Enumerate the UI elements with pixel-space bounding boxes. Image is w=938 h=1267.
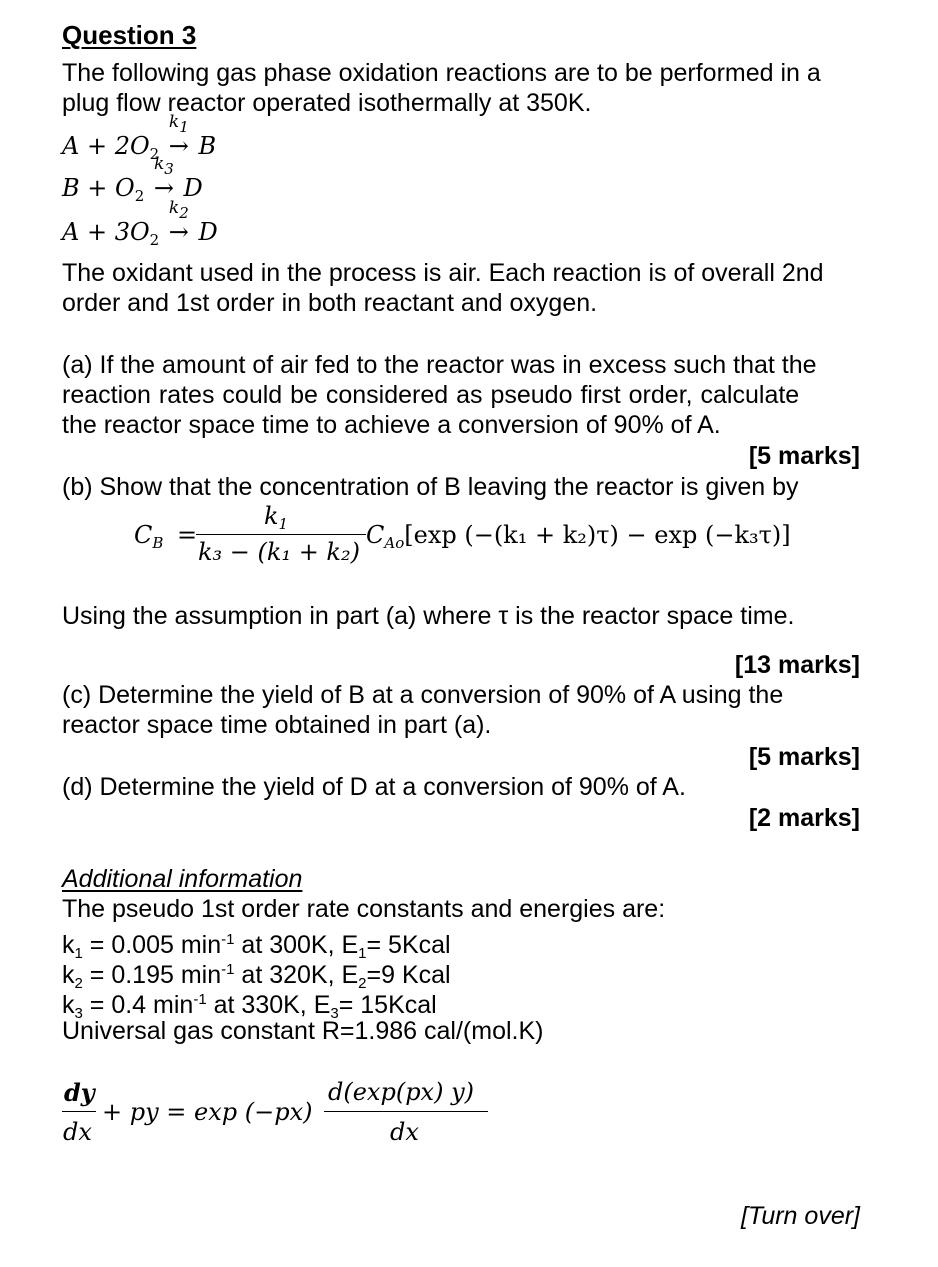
part-a-marks: [5 marks] bbox=[748, 442, 860, 470]
part-b-line: (b) Show that the concentration of B leaving the reactor is given by bbox=[62, 473, 799, 501]
ode-frac2-num: d(exp(px) y) bbox=[328, 1078, 475, 1106]
equation-numerator: $k_1$ bbox=[264, 502, 289, 533]
ode-frac1-den: dx bbox=[63, 1118, 92, 1146]
turn-over: [Turn over] bbox=[740, 1202, 860, 1230]
reaction-3 bbox=[62, 198, 218, 249]
rate-constant-k1: $k_1 = 0.005$ $\min^{-1}$ at 300K, $E_1=$ 5Kcal bbox=[62, 931, 451, 962]
part-c-marks: [5 marks] bbox=[748, 743, 860, 771]
reaction-rhs: B bbox=[198, 132, 217, 160]
reaction-rhs: D bbox=[198, 218, 218, 246]
rate-constant-label: k1 bbox=[168, 112, 189, 136]
rate-constant-label: k2 bbox=[168, 198, 189, 222]
ode-frac2-den: dx bbox=[390, 1118, 419, 1146]
part-c-line-2: reactor space time obtained in part (a). bbox=[62, 711, 492, 739]
ode-frac1-bar bbox=[62, 1111, 96, 1112]
ode-middle: + py = exp (−px) bbox=[102, 1098, 313, 1126]
rate-constant-label: k3 bbox=[153, 154, 174, 178]
intro-line-1: The following gas phase oxidation reactions are to be performed in a bbox=[62, 59, 821, 87]
part-c-line-1: (c) Determine the yield of B at a conversion of 90% of A using the bbox=[62, 681, 784, 709]
part-a-line-3: the reactor space time to achieve a conversion of 90% of A. bbox=[62, 411, 721, 439]
ode-frac2-bar bbox=[324, 1111, 488, 1112]
fraction-bar bbox=[196, 534, 366, 535]
part-b-assumption: Using the assumption in part (a) where τ is the reactor space time. bbox=[62, 602, 795, 630]
oxidant-line-2: order and 1st order in both reactant and oxygen. bbox=[62, 289, 598, 317]
oxidant-line-1: The oxidant used in the process is air. Each reaction is of overall 2nd bbox=[62, 259, 824, 287]
equation-lhs: $C_B$ = bbox=[134, 521, 198, 552]
reaction-lhs: B + O bbox=[62, 174, 135, 202]
equation-denominator: k₃ − (k₁ + k₂) bbox=[198, 538, 360, 566]
intro-line-2: plug flow reactor operated isothermally at 350K. bbox=[62, 89, 592, 117]
part-d-line: (d) Determine the yield of D at a conversion of 90% of A. bbox=[62, 773, 686, 801]
reaction-lhs-sub: 2 bbox=[149, 231, 160, 249]
rate-constant-k2: $k_2 = 0.195$ $\min^{-1}$ at 320K, $E_2=9$ Kcal bbox=[62, 961, 451, 992]
reaction-lhs-sub: 2 bbox=[149, 145, 160, 163]
ode-frac1-num: dy bbox=[64, 1078, 95, 1107]
part-a-line-2: reaction rates could be considered as pseudo first order, calculate bbox=[62, 381, 800, 409]
reaction-lhs-sub: 2 bbox=[134, 187, 145, 205]
reaction-lhs: A + 2O bbox=[62, 132, 150, 160]
part-a-line-1: (a) If the amount of air fed to the reactor was in excess such that the bbox=[62, 351, 817, 379]
additional-intro: The pseudo 1st order rate constants and energies are: bbox=[62, 895, 666, 923]
equation-rest: $C_{Ao}[\exp$ (−(k₁ + k₂)τ) − exp (−k₃τ)] bbox=[366, 521, 791, 552]
part-b-marks: [13 marks] bbox=[734, 651, 860, 679]
reaction-1 bbox=[62, 112, 217, 163]
reaction-lhs: A + 3O bbox=[62, 218, 150, 246]
reaction-arrow: k1 → bbox=[168, 112, 189, 160]
gas-constant: Universal gas constant R=1.986 cal/(mol.K) bbox=[62, 1017, 544, 1045]
reaction-rhs: D bbox=[183, 174, 203, 202]
part-d-marks: [2 marks] bbox=[748, 804, 860, 832]
additional-heading: Additional information bbox=[62, 865, 303, 893]
question-title: Question 3 bbox=[62, 20, 197, 50]
reaction-arrow: k2 → bbox=[168, 198, 189, 246]
rate-constant-k3: $k_3 = 0.4$ $\min^{-1}$ at 330K, $E_3=$ 15Kcal bbox=[62, 991, 437, 1022]
reaction-arrow: k3 → bbox=[153, 154, 174, 202]
